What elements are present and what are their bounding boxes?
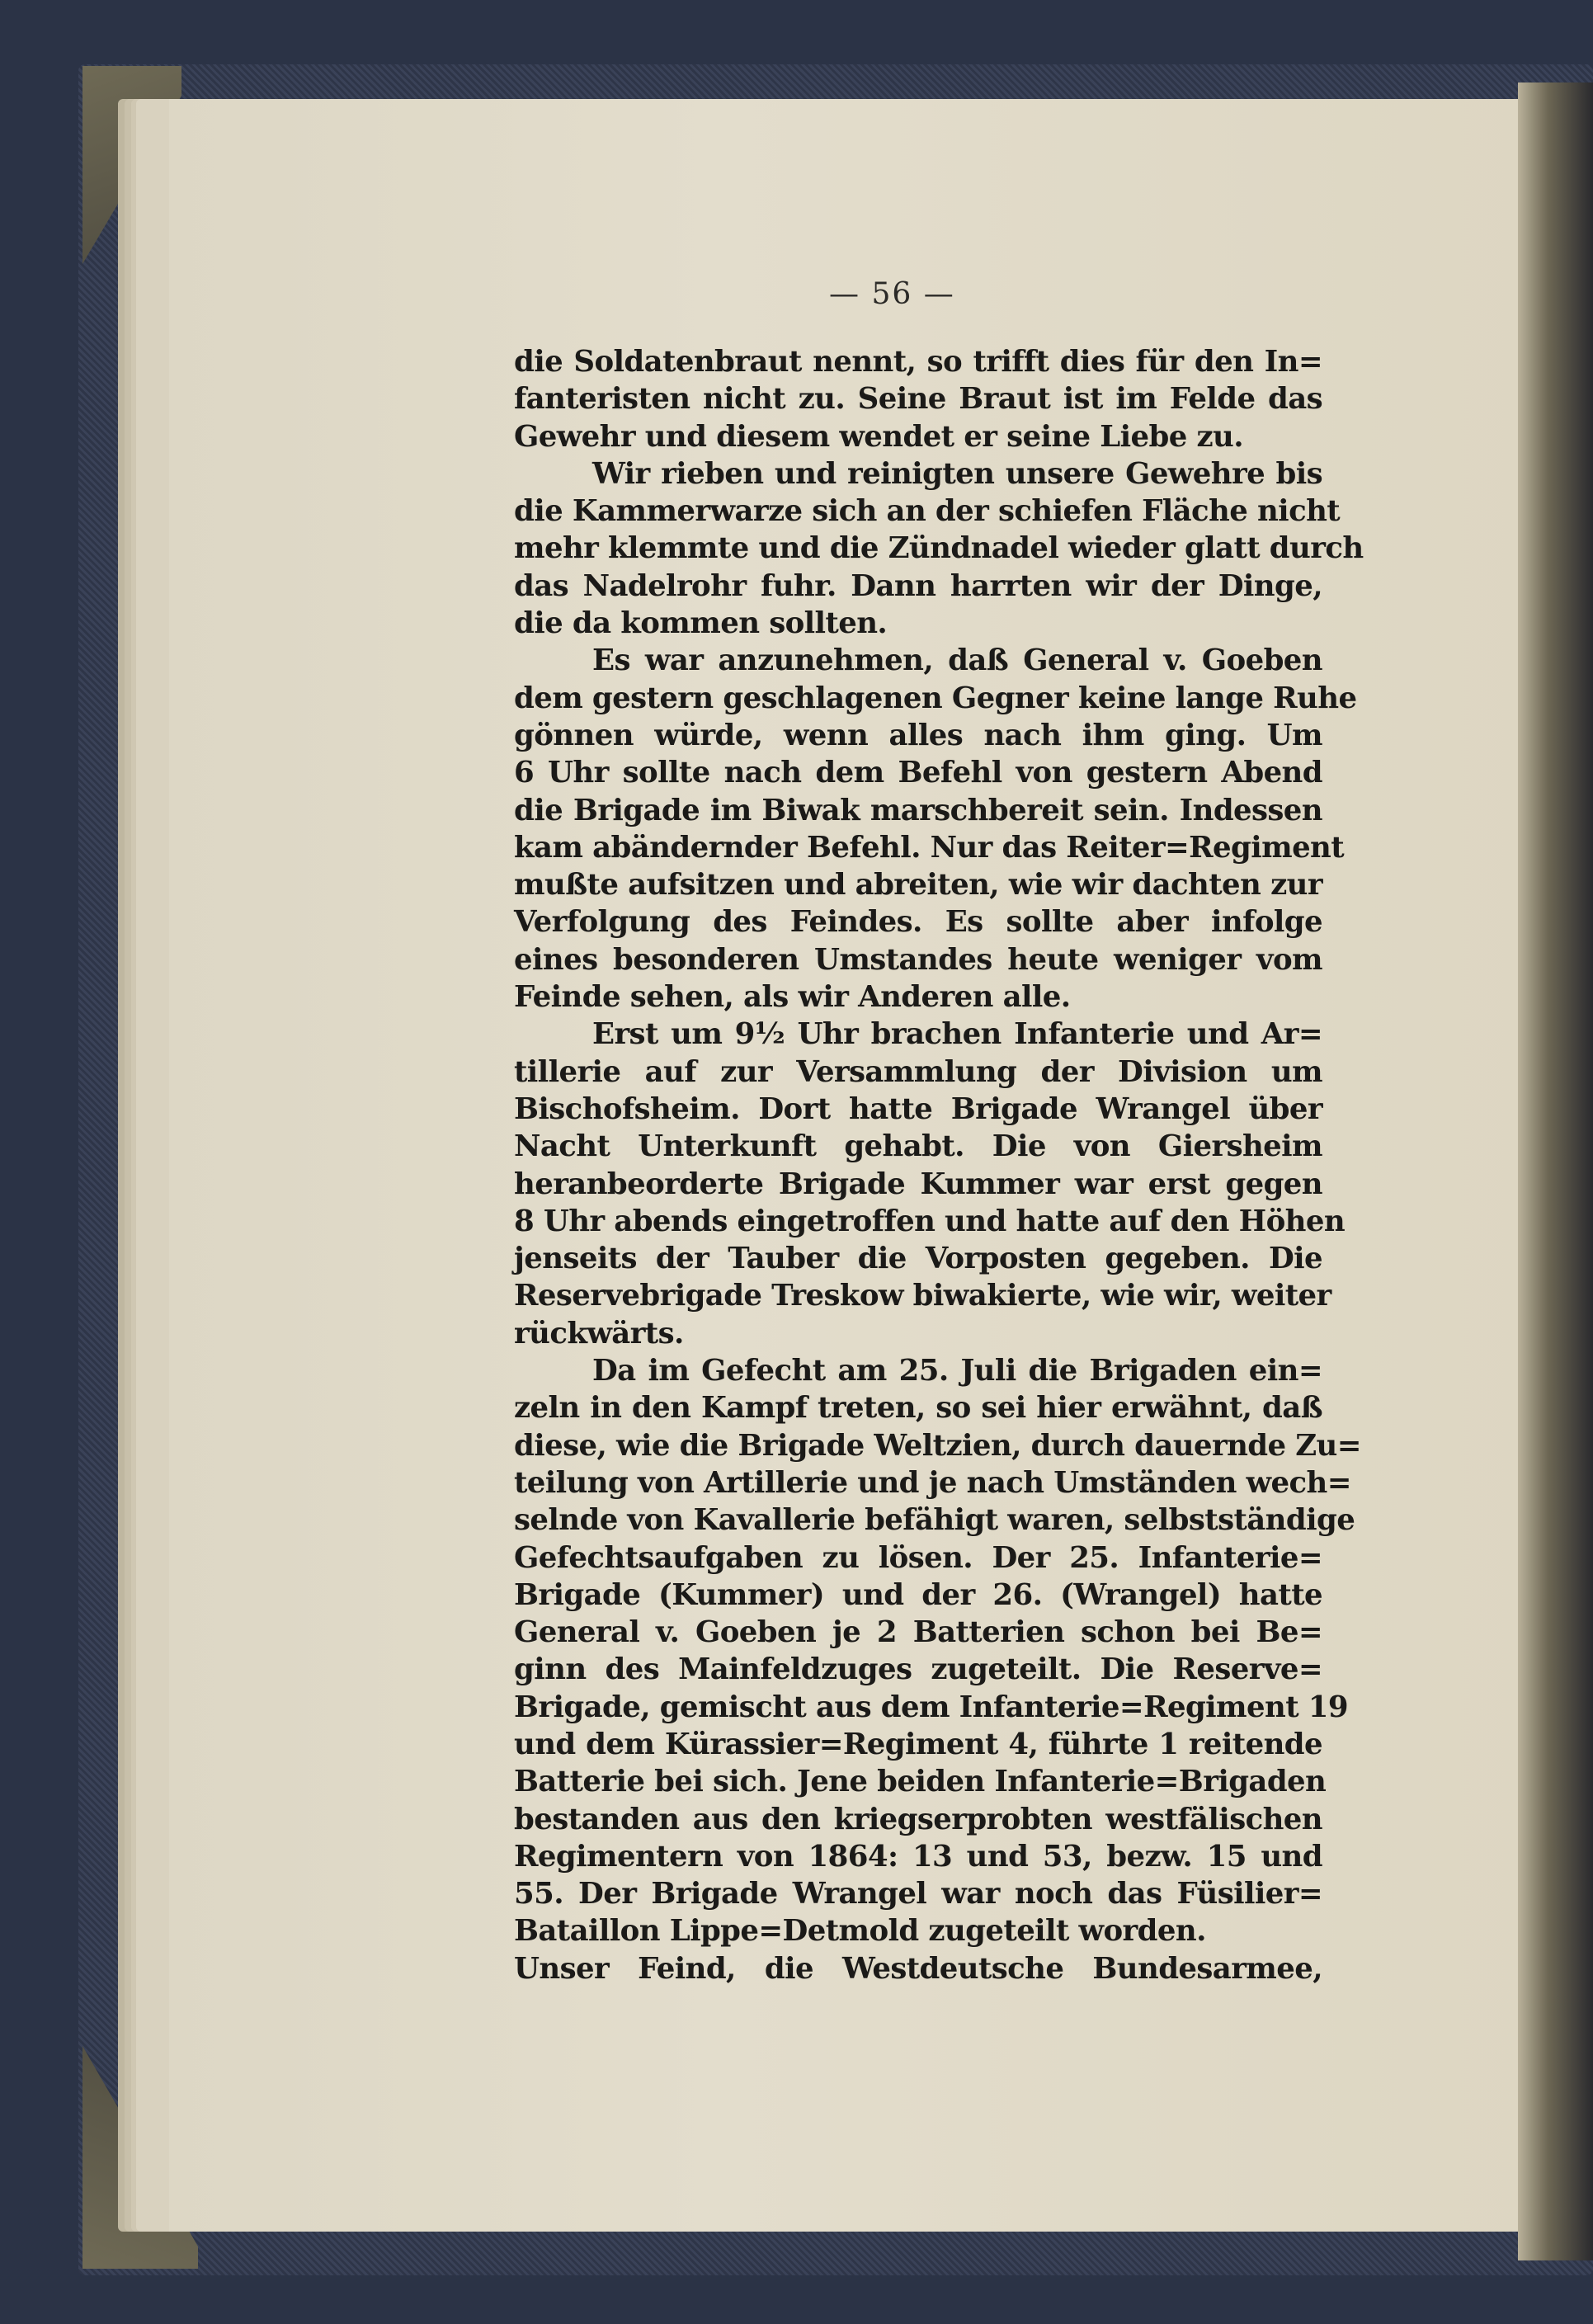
text-line: bestanden aus den kriegserprobten westfälischen [514, 1802, 1322, 1836]
text-line: Brigade (Kummer) und der 26. (Wrangel) hatte [514, 1577, 1322, 1612]
text-line: mußte aufsitzen und abreiten, wie wir dachten zur [514, 868, 1322, 903]
text-line: Bischofsheim. Dort hatte Brigade Wrangel über [514, 1091, 1322, 1126]
text-line: heranbeorderte Brigade Kummer war erst gegen [514, 1167, 1322, 1201]
text-line: teilung von Artillerie und je nach Umständen wech= [514, 1465, 1351, 1500]
text-line: Unser Feind, die Westdeutsche Bundesarmee, [514, 1951, 1322, 1986]
text-line: Erst um 9½ Uhr brachen Infanterie und Ar= [592, 1017, 1322, 1052]
text-line: und dem Kürassier=Regiment 4, führte 1 reitende [514, 1727, 1322, 1761]
text-line: Gefechtsaufgaben zu lösen. Der 25. Infanterie= [514, 1540, 1322, 1575]
text-line: rückwärts. [514, 1316, 684, 1351]
text-line: 55. Der Brigade Wrangel war noch das Füsilier= [514, 1877, 1322, 1912]
text-line: die Brigade im Biwak marschbereit sein. Indessen [514, 793, 1322, 827]
text-line: Feinde sehen, als wir Anderen alle. [514, 980, 1071, 1015]
text-line: Verfolgung des Feindes. Es sollte aber infolge [514, 905, 1322, 940]
text-line: 8 Uhr abends eingetroffen und hatte auf den Höhen [514, 1204, 1346, 1238]
text-line: Da im Gefecht am 25. Juli die Brigaden ein= [592, 1354, 1322, 1388]
text-line: Regimentern von 1864: 13 und 53, bezw. 15 und [514, 1839, 1322, 1874]
text-line: mehr klemmte und die Zündnadel wieder glatt durch [514, 531, 1364, 566]
text-line: Wir rieben und reinigten unsere Gewehre bis [592, 456, 1322, 491]
text-line: die da kommen sollten. [514, 606, 888, 641]
text-line: Bataillon Lippe=Detmold zugeteilt worden. [514, 1914, 1206, 1949]
text-line: zeln in den Kampf treten, so sei hier erwähnt, daß [514, 1391, 1322, 1426]
text-line: jenseits der Tauber die Vorposten gegeben. Die [514, 1242, 1322, 1276]
text-line: dem gestern geschlagenen Gegner keine lange Ruhe [514, 681, 1357, 715]
text-line: Brigade, gemischt aus dem Infanterie=Regiment 19 [514, 1690, 1348, 1724]
text-line: tillerie auf zur Versammlung der Division um [514, 1054, 1322, 1089]
spine-gutter [1518, 82, 1593, 2260]
text-line: Es war anzunehmen, daß General v. Goeben [592, 643, 1322, 678]
page-number: — 56 — [829, 277, 955, 311]
text-line: Reservebrigade Treskow biwakierte, wie wir, weiter [514, 1279, 1331, 1313]
text-line: Nacht Unterkunft gehabt. Die von Giersheim [514, 1129, 1322, 1164]
text-line: kam abändernder Befehl. Nur das Reiter=Regiment [514, 830, 1345, 865]
text-line: eines besonderen Umstandes heute weniger vom [514, 942, 1322, 977]
text-line: gönnen würde, wenn alles nach ihm ging. Um [514, 718, 1322, 752]
text-line: die Soldatenbraut nennt, so trifft dies für den In= [514, 345, 1322, 379]
text-line: ginn des Mainfeldzuges zugeteilt. Die Reserve= [514, 1652, 1322, 1687]
text-line: das Nadelrohr fuhr. Dann harrten wir der Dinge, [514, 568, 1322, 603]
text-line: selnde von Kavallerie befähigt waren, selbstständige [514, 1503, 1355, 1538]
text-line: die Kammerwarze sich an der schiefen Fläche nicht [514, 494, 1341, 529]
text-line: fanteristen nicht zu. Seine Braut ist im Felde das [514, 382, 1322, 417]
text-line: diese, wie die Brigade Weltzien, durch dauernde Zu= [514, 1428, 1361, 1463]
text-line: 6 Uhr sollte nach dem Befehl von gestern Abend [514, 756, 1322, 790]
body-text [514, 343, 1364, 1987]
text-line: General v. Goeben je 2 Batterien schon bei Be= [514, 1615, 1322, 1650]
text-line: Batterie bei sich. Jene beiden Infanterie=Brigaden [514, 1765, 1327, 1799]
text-line: Gewehr und diesem wendet er seine Liebe zu. [514, 419, 1244, 454]
